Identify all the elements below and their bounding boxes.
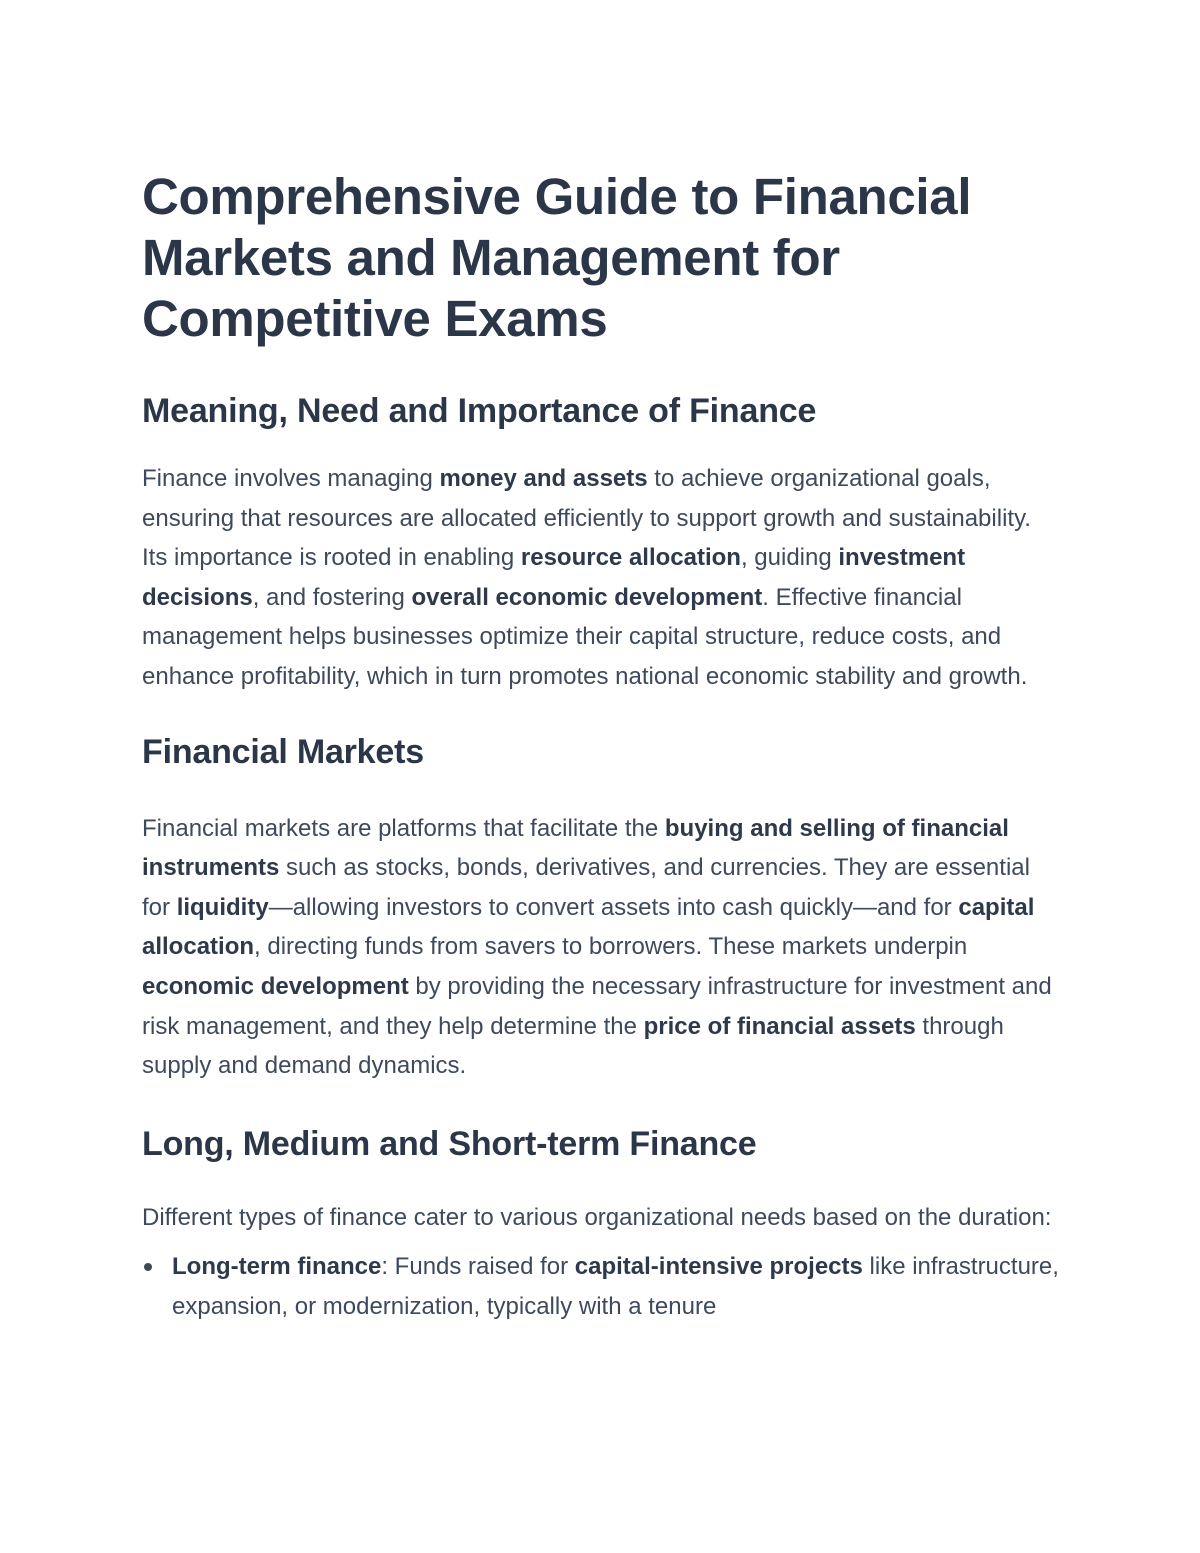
bold-text-run: investment decisions [142, 544, 966, 611]
document-page [142, 166, 1062, 1327]
text-run: . Effective financial management helps businesses optimize their capital structure, reduce costs, and enhance profitability, which in turn promotes national economic stability and growth. [142, 583, 1028, 690]
text-run: through supply and demand dynamics. [142, 1012, 1004, 1080]
bold-text-run: resource allocation [520, 544, 741, 572]
text-run: , guiding [740, 544, 839, 572]
section-heading-finance-terms: Long, Medium and Short-term Finance [142, 1124, 757, 1163]
text-run: , and fostering [252, 583, 412, 611]
bullet-icon [144, 1263, 152, 1271]
text-run: —allowing investors to convert assets into cash quickly—and for [268, 893, 959, 921]
text-run: like infrastructure, expansion, or modernization, typically with a tenure [172, 1253, 1059, 1321]
bold-text-run: capital allocation [142, 893, 1035, 961]
list-item [142, 1247, 1062, 1327]
text-run: , directing funds from savers to borrowers. These markets underpin [254, 933, 968, 961]
bold-text-run: buying and selling of financial instruments [142, 814, 1009, 882]
text-run: Financial markets are platforms that facilitate the [142, 814, 665, 842]
section-heading-financial-markets: Financial Markets [142, 732, 424, 771]
text-run: Finance involves managing [142, 465, 440, 492]
bold-text-run: capital-intensive projects [574, 1253, 863, 1281]
text-run: to achieve organizational goals, ensuring that resources are allocated efficiently to support growth and sustainability. Its importance is rooted in enabling [142, 465, 1031, 572]
section-paragraph-finance-terms [142, 1198, 1062, 1238]
bold-text-run: Long-term finance [172, 1253, 382, 1281]
bold-text-run: liquidity [176, 893, 269, 921]
section-heading-meaning: Meaning, Need and Importance of Finance [142, 392, 817, 430]
bold-text-run: price of financial assets [643, 1012, 916, 1040]
bold-text-run: economic development [142, 972, 409, 1000]
text-run: : Funds raised for [381, 1253, 575, 1281]
finance-terms-list [142, 1247, 1062, 1327]
bold-text-run: money and assets [439, 465, 648, 492]
section-paragraph-meaning [142, 459, 1062, 697]
section-paragraph-financial-markets [142, 809, 1062, 1086]
text-run: such as stocks, bonds, derivatives, and currencies. They are essential for [142, 854, 1030, 921]
text-run: by providing the necessary infrastructure for investment and risk management, and they help determine the [142, 972, 1052, 1040]
list-item-text [172, 1253, 1059, 1320]
bold-text-run: overall economic development [411, 583, 763, 611]
text-run: Different types of finance cater to various organizational needs based on the duration: [142, 1203, 1052, 1231]
document-title: Comprehensive Guide to Financial Markets and Management for Competitive Exams [142, 168, 972, 347]
